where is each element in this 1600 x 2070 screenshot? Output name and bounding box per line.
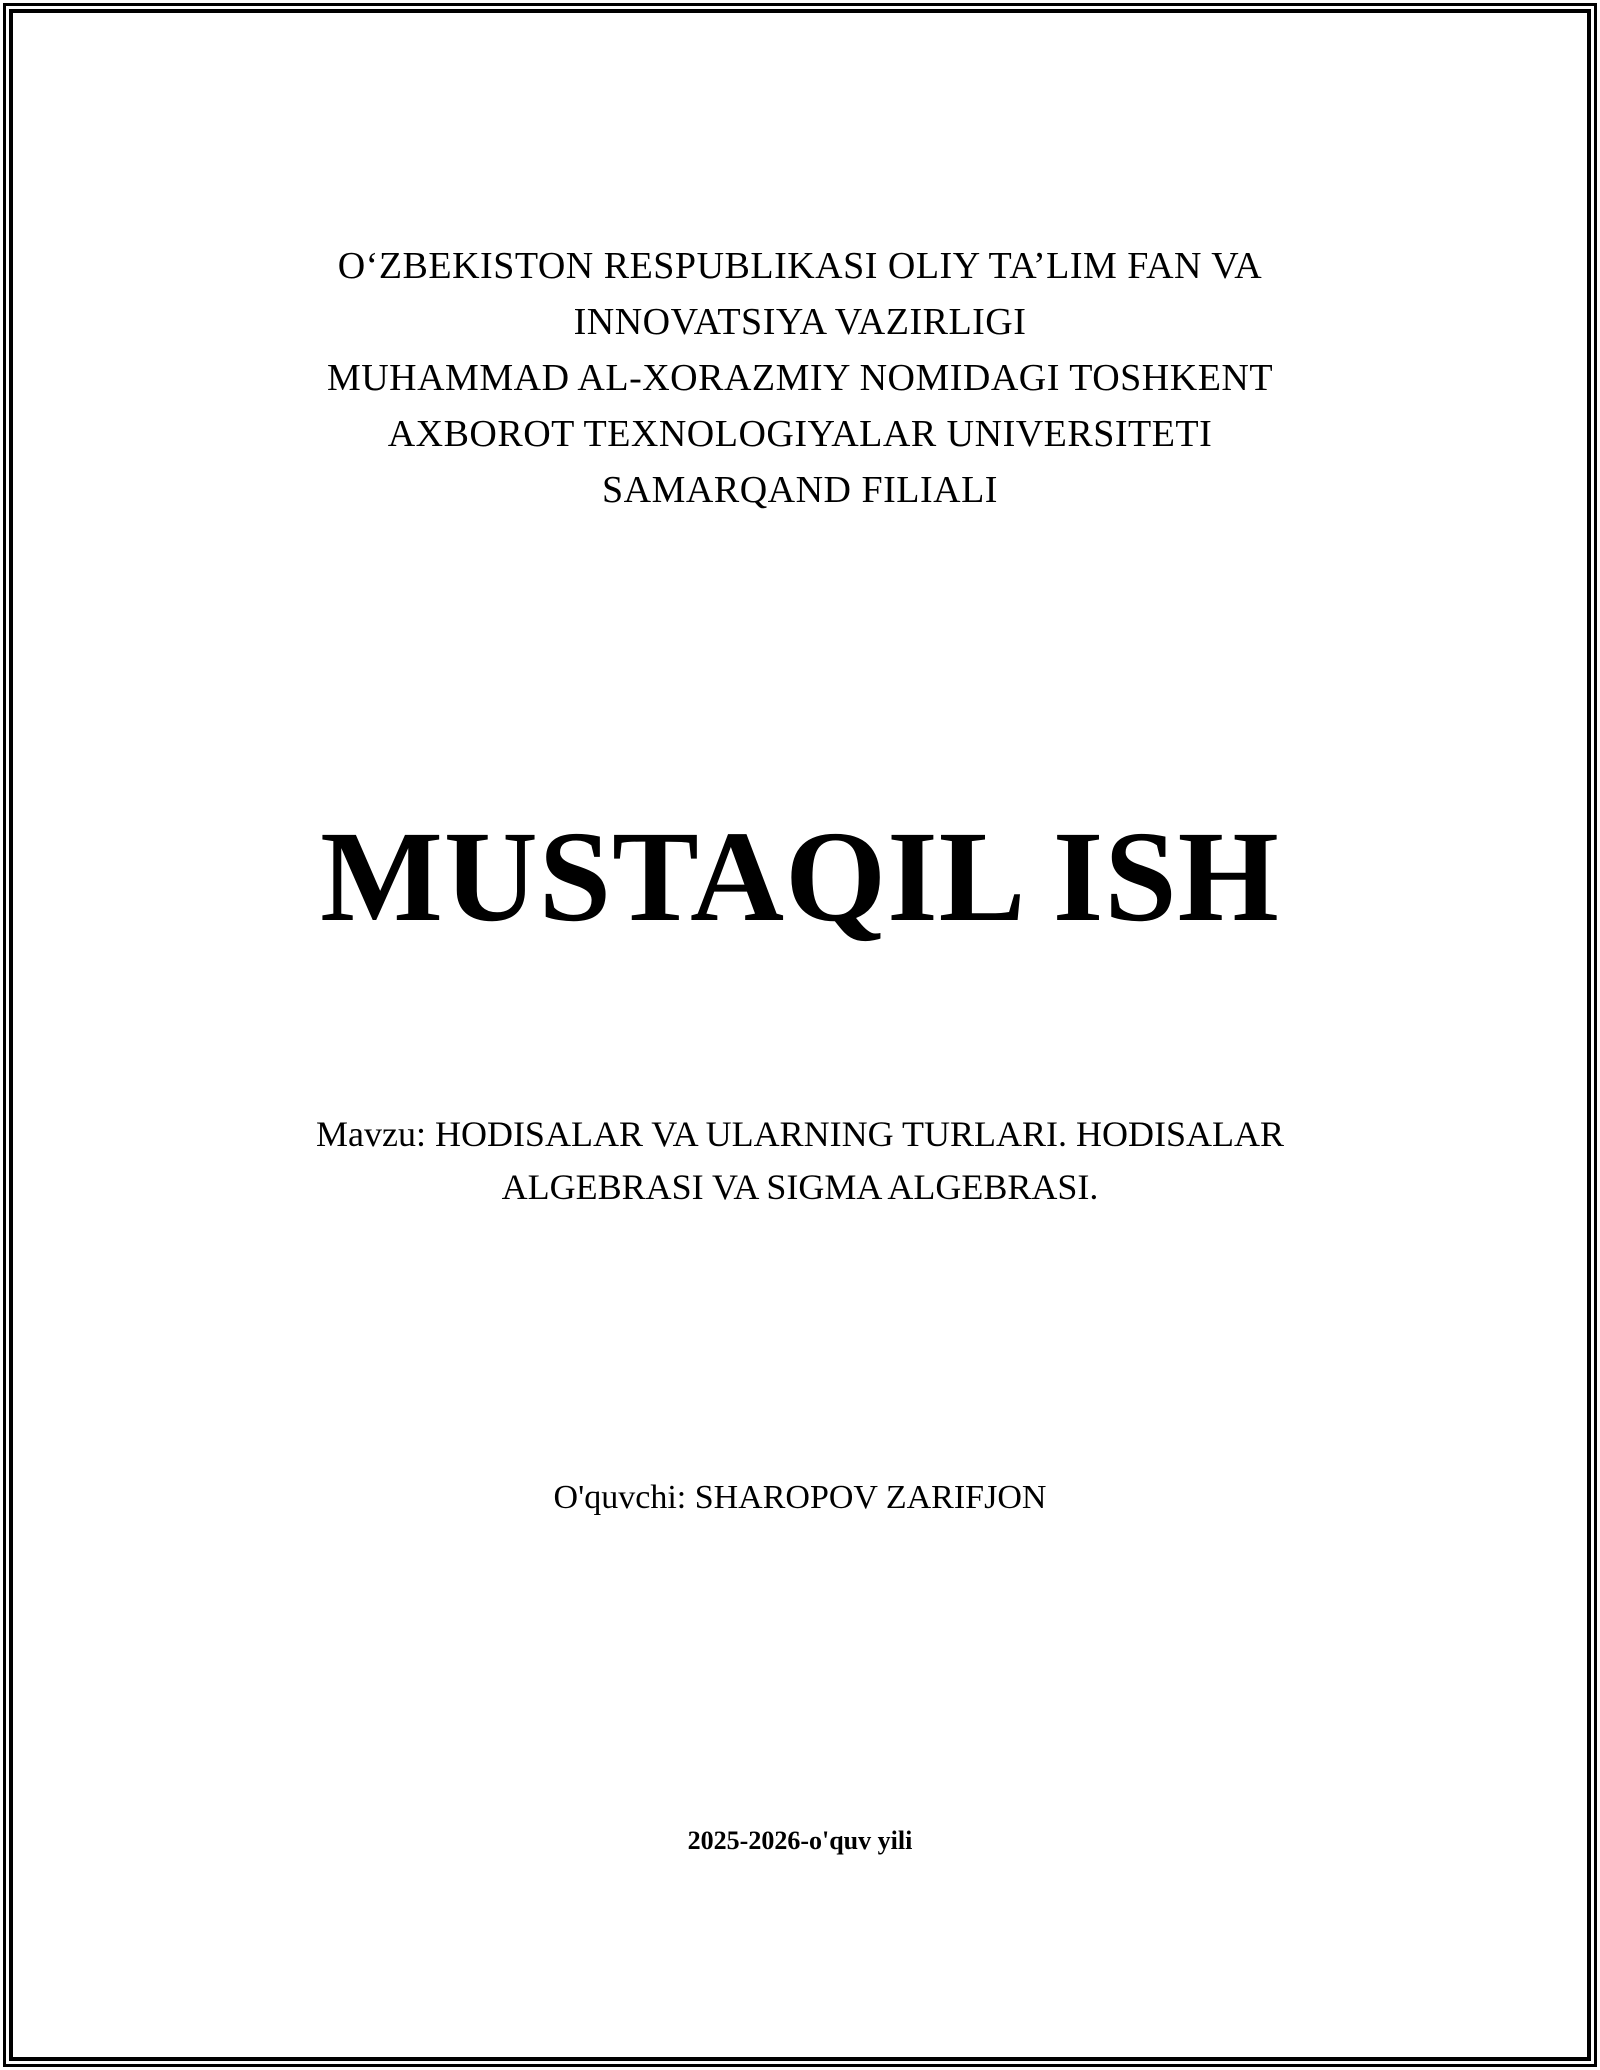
institution-header-line-1: OʻZBEKISTON RESPUBLIKASI OLIY TA’LIM FAN VA (337, 245, 1263, 287)
institution-header (0, 238, 1600, 518)
topic-block (0, 1108, 1600, 1214)
institution-header-line-2: INNOVATSIYA VAZIRLIGI (573, 301, 1027, 343)
topic-line-1: Mavzu: HODISALAR VA ULARNING TURLARI. HODISALAR (315, 1114, 1284, 1154)
topic-line-2: ALGEBRASI VA SIGMA ALGEBRASI. (501, 1167, 1099, 1207)
document-title: MUSTAQIL ISH (320, 805, 1280, 949)
institution-header-line-4: AXBOROT TEXNOLOGIYALAR UNIVERSITETI (387, 413, 1213, 455)
institution-header-line-5: SAMARQAND FILIALI (602, 469, 998, 511)
academic-year-footer: 2025-2026-o'quv yili (687, 1826, 913, 1855)
institution-header-line-3: MUHAMMAD AL-XORAZMIY NOMIDAGI TOSHKENT (326, 357, 1274, 399)
student-name-line: O'quvchi: SHAROPOV ZARIFJON (553, 1479, 1047, 1516)
